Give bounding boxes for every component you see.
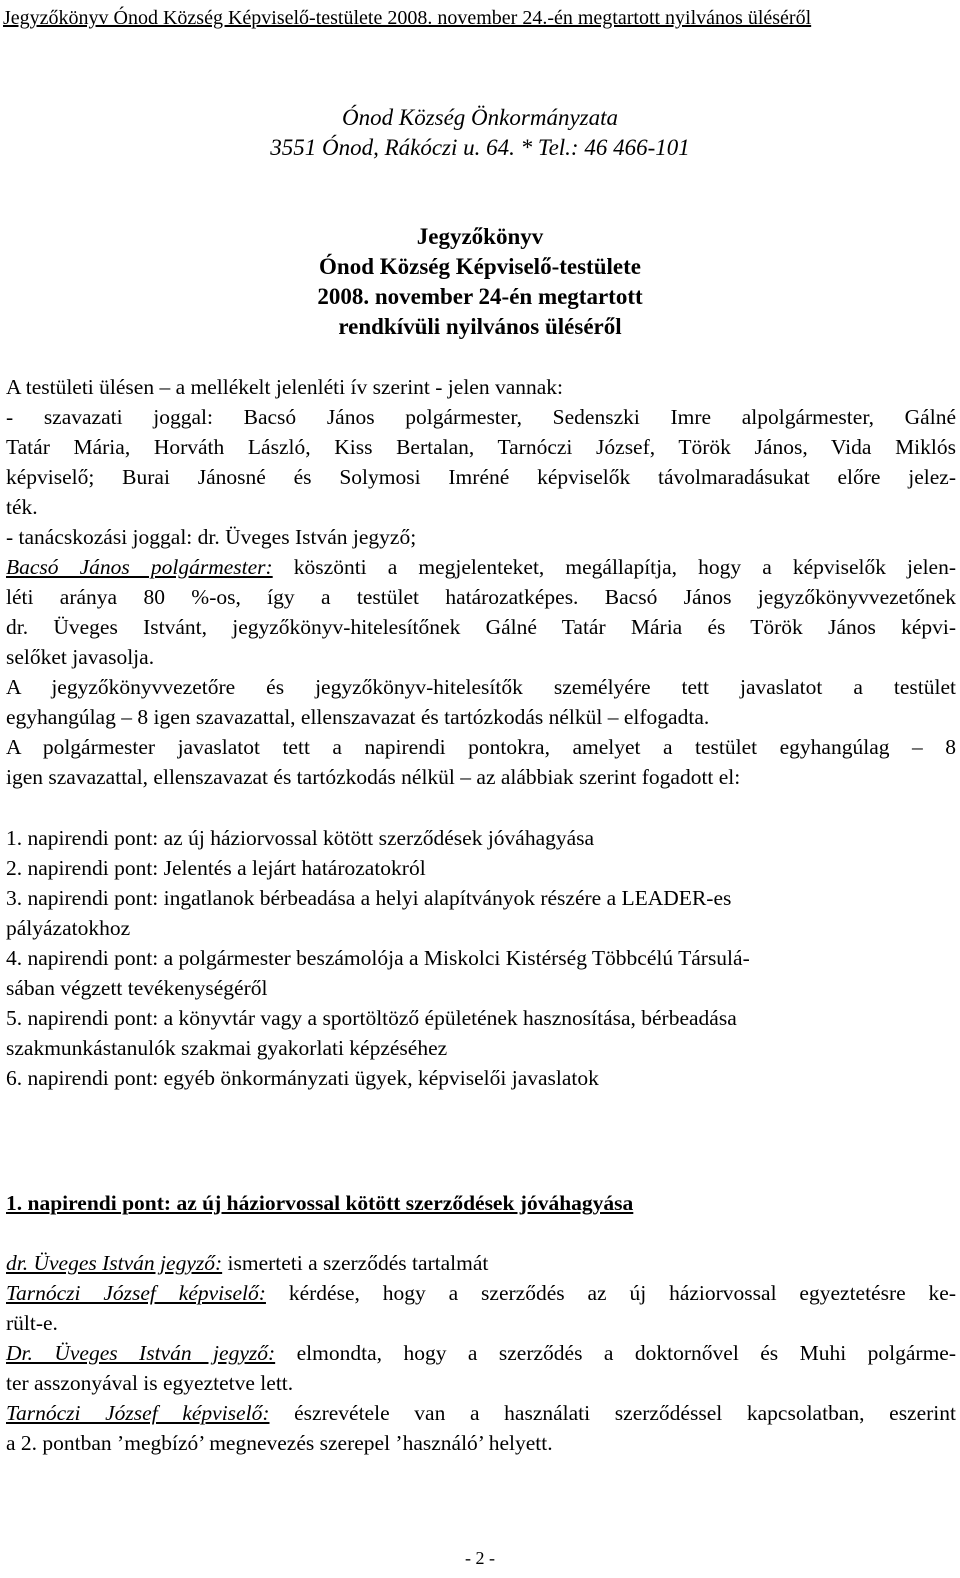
attendance-paragraph — [6, 372, 956, 552]
agenda-list — [6, 823, 956, 1093]
title-line-4: rendkívüli nyilvános üléséről — [338, 314, 622, 339]
agenda-item: 4. napirendi pont: a polgármester beszámolója a Miskolci Kistérség Többcélú Társulá- — [6, 946, 750, 970]
vote-line: A polgármester javaslatot tett a napirendi pontokra, amelyet a testület egyhangúlag – 8 — [6, 735, 956, 759]
speaker-label: Bacsó János polgármester: — [6, 555, 273, 579]
mayor-paragraph — [6, 552, 956, 672]
agenda-item: 6. napirendi pont: egyéb önkormányzati ügyek, képviselői javaslatok — [6, 1066, 599, 1090]
mayor-line: dr. Üveges Istvánt, jegyzőkönyv-hitelesítőnek Gálné Tatár Mária és Török János képvi- — [6, 615, 956, 639]
speaker-label: dr. Üveges István jegyző: — [6, 1251, 223, 1275]
attendance-line: A testületi ülésen – a mellékelt jelenléti ív szerint - jelen vannak: — [6, 375, 564, 399]
title-line-3: 2008. november 24-én megtartott — [317, 284, 643, 309]
statement-line: Tarnóczi József képviselő: kérdése, hogy a szerződés az új háziorvossal egyeztetésre ke- — [6, 1281, 957, 1305]
agenda-item: 5. napirendi pont: a könyvtár vagy a sportöltöző épületének hasznosítása, bérbeadása — [6, 1006, 737, 1030]
agenda-item: 1. napirendi pont: az új háziorvossal kötött szerződések jóváhagyása — [6, 826, 595, 850]
statement-line: Tarnóczi József képviselő: észrevétele van a használati szerződéssel kapcsolatban, eszerint — [6, 1401, 956, 1425]
vote-line: igen szavazattal, ellenszavazat és tartózkodás nélkül – az alábbiak szerint fogadott el: — [6, 765, 741, 789]
speaker-label: Tarnóczi József képviselő: — [6, 1401, 270, 1425]
running-header: Jegyzőkönyv Ónod Község Képviselő-testülete 2008. november 24.-én megtartott nyilvános üléséről — [3, 7, 812, 29]
attendance-line: - szavazati joggal: Bacsó János polgármester, Sedenszki Imre alpolgármester, Gálné — [6, 405, 956, 429]
vote-paragraph-2 — [6, 732, 956, 792]
vote-paragraph-1 — [6, 672, 956, 732]
attendance-line: - tanácskozási joggal: dr. Üveges István jegyző; — [6, 525, 417, 549]
mayor-line: selőket javasolja. — [6, 645, 155, 669]
agenda-item-continuation: szakmunkástanulók szakmai gyakorlati képzéséhez — [6, 1036, 448, 1060]
statement-line: ter asszonyával is egyeztetve lett. — [6, 1371, 294, 1395]
vote-line: A jegyzőkönyvvezetőre és jegyzőkönyv-hitelesítők személyére tett javaslatot a testület — [6, 675, 956, 699]
statement-line: Dr. Üveges István jegyző: elmondta, hogy a szerződés a doktornővel és Muhi polgárme- — [6, 1341, 957, 1365]
statement-line: rült-e. — [6, 1311, 58, 1335]
attendance-line: képviselő; Burai Jánosné és Solymosi Imréné képviselők távolmaradásukat előre jelez- — [6, 465, 956, 489]
page-number: - 2 - — [465, 1548, 495, 1568]
attendance-line: ték. — [6, 495, 38, 519]
statement-line: a 2. pontban ’megbízó’ megnevezés szerepel ’használó’ helyett. — [6, 1431, 553, 1455]
title-line-1: Jegyzőkönyv — [416, 224, 544, 249]
speaker-label: Dr. Üveges István jegyző: — [6, 1341, 276, 1365]
section-1 — [6, 1188, 956, 1218]
section-1-discussion — [6, 1248, 956, 1458]
mayor-line: léti aránya 80 %-os, így a testület határozatképes. Bacsó János jegyzőkönyvvezetőnek — [6, 585, 956, 609]
agenda-item: 3. napirendi pont: ingatlanok bérbeadása a helyi alapítványok részére a LEADER-es — [6, 886, 732, 910]
mayor-line: Bacsó János polgármester: köszönti a megjelenteket, megállapítja, hogy a képviselők jelen- — [6, 555, 957, 579]
section-heading: 1. napirendi pont: az új háziorvossal kötött szerződések jóváhagyása — [6, 1191, 634, 1215]
agenda-item: 2. napirendi pont: Jelentés a lejárt határozatokról — [6, 856, 426, 880]
statement-line: dr. Üveges István jegyző: ismerteti a szerződés tartalmát — [6, 1251, 489, 1275]
attendance-line: Tatár Mária, Horváth László, Kiss Bertalan, Tarnóczi József, Török János, Vida Miklós — [6, 435, 956, 459]
address-line-1: Ónod Község Önkormányzata — [342, 105, 618, 130]
agenda-item-continuation: pályázatokhoz — [6, 916, 131, 940]
vote-line: egyhangúlag – 8 igen szavazattal, ellenszavazat és tartózkodás nélkül – elfogadta. — [6, 705, 710, 729]
address-line-2: 3551 Ónod, Rákóczi u. 64. * Tel.: 46 466-101 — [270, 135, 690, 160]
speaker-label: Tarnóczi József képviselő: — [6, 1281, 266, 1305]
title-line-2: Ónod Község Képviselő-testülete — [319, 254, 641, 279]
agenda-item-continuation: sában végzett tevékenységéről — [6, 976, 268, 1000]
